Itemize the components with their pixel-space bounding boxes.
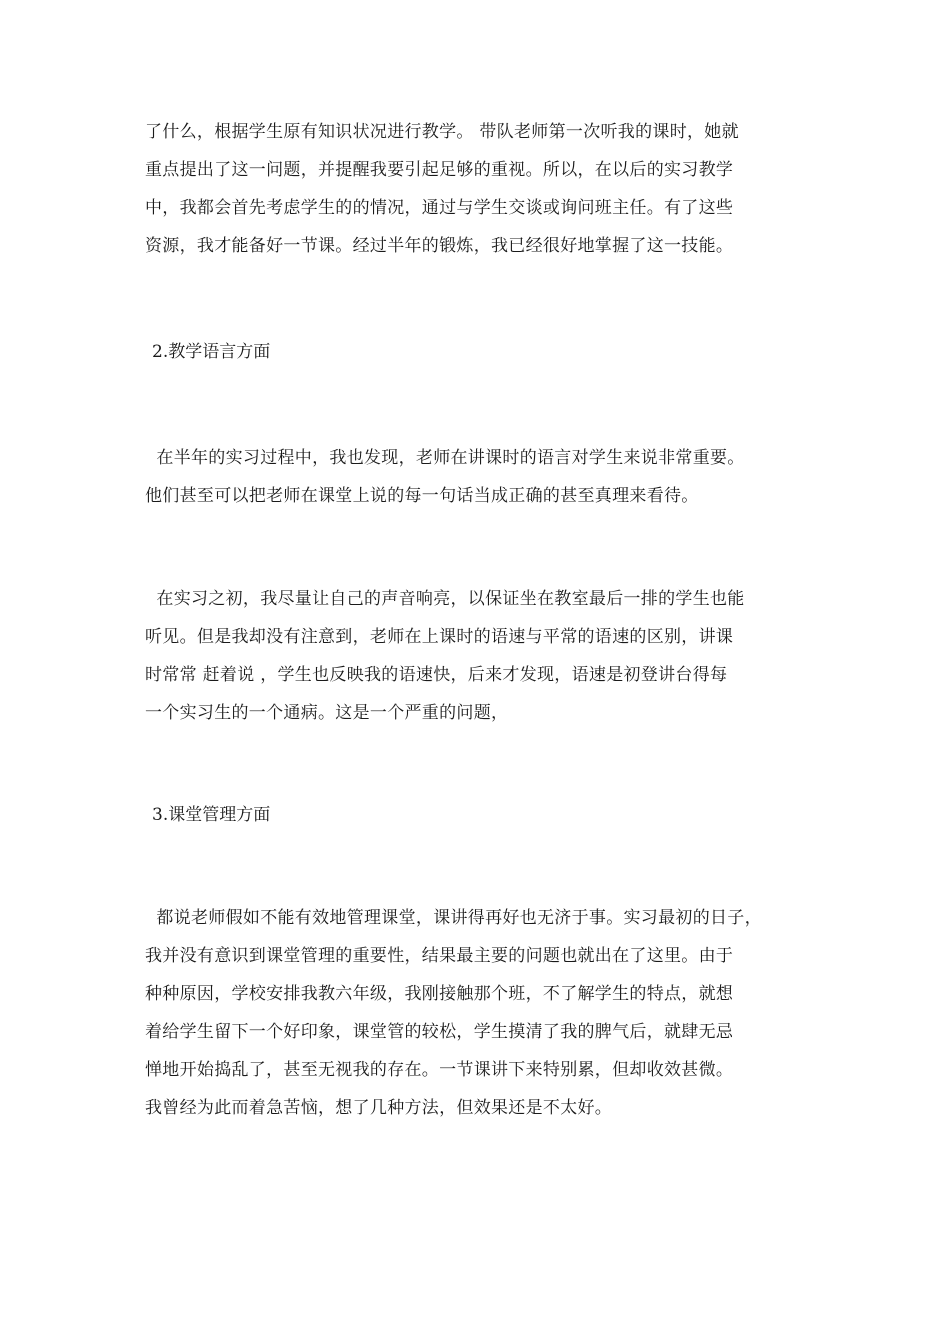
text-line: 中，我都会首先考虑学生的的情况，通过与学生交谈或询问班主任。有了这些 [145, 198, 734, 218]
text-line: 他们甚至可以把老师在课堂上说的每一句话当成正确的甚至真理来看待。 [145, 486, 699, 506]
text-line: 听见。但是我却没有注意到，老师在上课时的语速与平常的语速的区别，讲课 [145, 627, 734, 647]
text-line: 惮地开始捣乱了，甚至无视我的存在。一节课讲下来特别累，但却收效甚微。 [145, 1060, 734, 1080]
text-line: 重点提出了这一问题，并提醒我要引起足够的重视。所以，在以后的实习教学 [145, 160, 734, 180]
text-line: 着给学生留下一个好印象，课堂管的较松，学生摸清了我的脾气后，就肆无忌 [145, 1022, 734, 1042]
text-line: 我并没有意识到课堂管理的重要性，结果最主要的问题也就出在了这里。由于 [145, 946, 734, 966]
text-line: 在半年的实习过程中，我也发现，老师在讲课时的语言对学生来说非常重要。 [145, 448, 745, 468]
text-line: 了什么，根据学生原有知识状况进行教学。 带队老师第一次听我的课时，她就 [145, 122, 739, 142]
text-line: 资源，我才能备好一节课。经过半年的锻炼，我已经很好地掌握了这一技能。 [145, 236, 734, 256]
text-line: 都说老师假如不能有效地管理课堂，课讲得再好也无济于事。实习最初的日子， [145, 908, 762, 928]
text-line: 一个实习生的一个通病。这是一个严重的问题， [145, 703, 509, 723]
text-line: 种种原因，学校安排我教六年级，我刚接触那个班，不了解学生的特点，就想 [145, 984, 734, 1004]
text-line: 在实习之初，我尽量让自己的声音响亮，以保证坐在教室最后一排的学生也能 [145, 589, 745, 609]
text-line: 我曾经为此而着急苦恼，想了几种方法，但效果还是不太好。 [145, 1098, 613, 1118]
text-line: 时常常 赶着说 ，学生也反映我的语速快，后来才发现，语速是初登讲台得每 [145, 665, 728, 685]
section-heading-classroom-management: 3.课堂管理方面 [152, 805, 271, 825]
section-heading-teaching-language: 2.教学语言方面 [152, 342, 271, 362]
